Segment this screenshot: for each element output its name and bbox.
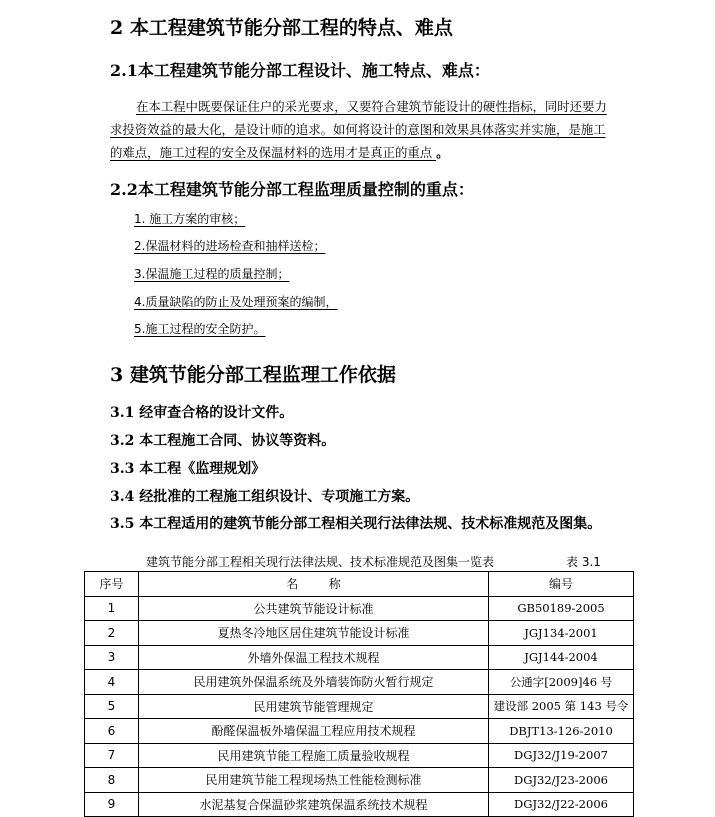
basis-item: 3.4 经批准的工程施工组织设计、专项施工方案。 <box>110 489 420 505</box>
section-2-heading: 2 本工程建筑节能分部工程的特点、难点 <box>110 17 453 39</box>
control-point-item: 3.保温施工过程的质量控制； <box>134 267 290 281</box>
cell-name: 民用建筑节能管理规定 <box>139 694 489 719</box>
cell-code: JGJ144-2004 <box>489 645 634 670</box>
cell-index: 1 <box>85 596 139 621</box>
cell-index: 9 <box>85 792 139 817</box>
cell-code: 公通字[2009]46 号 <box>489 670 634 695</box>
cell-code: DGJ32/J19-2007 <box>489 743 634 768</box>
cell-index: 6 <box>85 719 139 744</box>
control-point-item: 2.保温材料的进场检查和抽样送检； <box>134 239 326 253</box>
paragraph-end-mark: 。 <box>436 145 449 160</box>
table-row <box>85 621 634 646</box>
cell-name: 公共建筑节能设计标准 <box>139 596 489 621</box>
basis-item: 3.3 本工程《监理规划》 <box>110 461 266 477</box>
cell-index: 3 <box>85 645 139 670</box>
control-point-item: 4.质量缺陷的防止及处理预案的编制， <box>134 295 338 309</box>
table-row <box>85 743 634 768</box>
table-body <box>85 596 634 817</box>
header-code: 编号 <box>489 572 634 597</box>
control-point-item: 1. 施工方案的审核； <box>134 212 246 226</box>
table-row <box>85 596 634 621</box>
basis-item: 3.5 本工程适用的建筑节能分部工程相关现行法律法规、技术标准规范及图集。 <box>110 516 602 532</box>
paragraph-line-3: 的难点，施工过程的安全及保温材料的选用才是真正的重点 。 <box>110 145 449 160</box>
cell-name: 酚醛保温板外墙保温工程应用技术规程 <box>139 719 489 744</box>
basis-item: 3.1 经审查合格的设计文件。 <box>110 405 294 421</box>
control-point-item: 5.施工过程的安全防护。 <box>134 322 266 336</box>
table-row <box>85 670 634 695</box>
cell-index: 4 <box>85 670 139 695</box>
table-header-row <box>85 572 634 597</box>
header-name: 名 称 <box>139 572 489 597</box>
table-row <box>85 768 634 793</box>
subsection-2-2-heading: 2.2本工程建筑节能分部工程监理质量控制的重点： <box>110 180 474 199</box>
cell-code: 建设部 2005 第 143 号令 <box>489 694 634 719</box>
table-caption: 建筑节能分部工程相关现行法律法规、技术标准规范及图集一览表 <box>146 555 495 569</box>
cell-code: GB50189-2005 <box>489 596 634 621</box>
basis-item: 3.2 本工程施工合同、协议等资料。 <box>110 433 336 449</box>
table-row <box>85 694 634 719</box>
cell-code: DGJ32/J23-2006 <box>489 768 634 793</box>
cell-index: 2 <box>85 621 139 646</box>
cell-code: DGJ32/J22-2006 <box>489 792 634 817</box>
cell-name: 民用建筑节能工程施工质量验收规程 <box>139 743 489 768</box>
cell-name: 夏热冬冷地区居住建筑节能设计标准 <box>139 621 489 646</box>
paragraph-line-1: 在本工程中既要保证住户的采光要求，又要符合建筑节能设计的硬性指标，同时还要力 <box>136 99 607 114</box>
cell-name: 水泥基复合保温砂浆建筑保温系统技术规程 <box>139 792 489 817</box>
table-row <box>85 792 634 817</box>
cell-code: JGJ134-2001 <box>489 621 634 646</box>
header-index: 序号 <box>85 572 139 597</box>
section-3-heading: 3 建筑节能分部工程监理工作依据 <box>110 364 396 386</box>
cell-index: 7 <box>85 743 139 768</box>
table-label: 表 3.1 <box>566 555 601 569</box>
cell-index: 8 <box>85 768 139 793</box>
cell-name: 外墙外保温工程技术规程 <box>139 645 489 670</box>
cell-index: 5 <box>85 694 139 719</box>
cell-name: 民用建筑节能工程现场热工性能检测标准 <box>139 768 489 793</box>
subsection-2-1-heading: 2.1本工程建筑节能分部工程设计、施工特点、难点： <box>110 61 490 80</box>
table-row <box>85 719 634 744</box>
table-row <box>85 645 634 670</box>
cell-name: 民用建筑外保温系统及外墙装饰防火暂行规定 <box>139 670 489 695</box>
regulations-table <box>84 571 634 817</box>
cell-code: DBJT13-126-2010 <box>489 719 634 744</box>
paragraph-line-2: 求投资效益的最大化，是设计师的追求。如何将设计的意图和效果具体落实并实施，是施工 <box>110 122 606 137</box>
